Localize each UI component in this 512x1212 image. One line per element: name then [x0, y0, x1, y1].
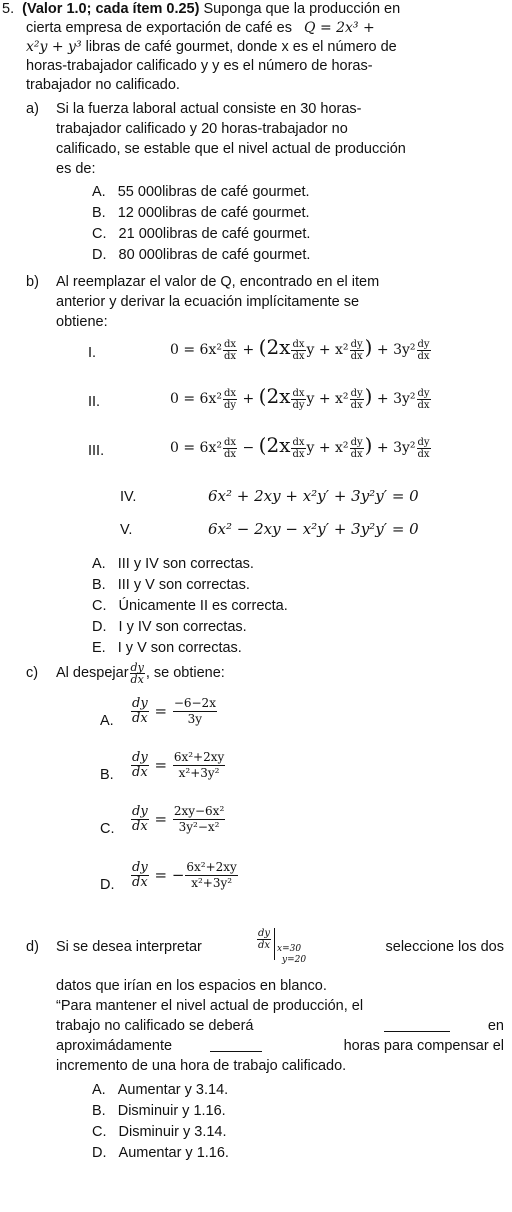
- option-letter: C.: [92, 226, 107, 242]
- part-a-line3: calificado, se estable que el nivel actual de producción: [56, 141, 406, 157]
- option-expr: [130, 750, 226, 780]
- subscript-y: y=20: [282, 955, 307, 965]
- frac-num: dy: [417, 338, 430, 350]
- frac: [350, 388, 364, 411]
- eq-term: + 3y²: [376, 342, 416, 358]
- part-c-option-a-letter[interactable]: A.: [100, 713, 114, 729]
- frac-den: 3y: [187, 712, 203, 726]
- frac-den: 3y²−x²: [178, 820, 220, 834]
- frac-den: x²+3y²: [191, 876, 233, 890]
- frac: [173, 696, 217, 727]
- part-d-stem: [56, 928, 504, 968]
- frac-num: dy: [350, 436, 363, 448]
- option-text: III y V son correctas.: [117, 577, 250, 593]
- option-text: Disminuir y 3.14.: [118, 1124, 227, 1140]
- frac: [350, 437, 364, 460]
- part-b-label: b): [26, 274, 39, 290]
- part-b-line2: anterior y derivar la ecuación implícitamente se: [56, 294, 360, 310]
- equation-iv: 6x² + 2xy + x²y′ + 3y²y′ = 0: [208, 487, 419, 505]
- part-d-line5-text: aproximádamente: [56, 1038, 173, 1054]
- frac-den: dx: [350, 350, 363, 362]
- part-a-line1: Si la fuerza laboral actual consiste en 30 horas-: [56, 101, 362, 117]
- part-c-stem: [56, 660, 225, 686]
- option-expr: [130, 696, 218, 726]
- option-letter: D.: [92, 1145, 107, 1161]
- frac-num: dy: [130, 660, 144, 674]
- option-text: 21 000libras de café gourmet.: [118, 226, 311, 242]
- paren-open: (2x: [258, 384, 291, 408]
- frac-num: dx: [223, 387, 236, 399]
- op: =: [154, 701, 168, 720]
- part-c-option-c[interactable]: [130, 804, 226, 835]
- part-a-option-b[interactable]: [92, 204, 310, 222]
- eq-term: y + x²: [306, 391, 349, 407]
- frac: [417, 437, 431, 460]
- frac: [417, 339, 431, 362]
- frac-den: dx: [417, 350, 430, 362]
- paren-close: ): [364, 433, 373, 457]
- option-text: I y V son correctas.: [117, 640, 242, 656]
- option-letter: A.: [92, 1082, 106, 1098]
- frac: [350, 339, 364, 362]
- part-b-option-e[interactable]: [92, 639, 242, 657]
- frac: [173, 804, 225, 835]
- part-d-option-a[interactable]: [92, 1081, 228, 1099]
- frac-den: dx: [292, 350, 305, 362]
- part-c-option-d[interactable]: [130, 860, 239, 891]
- part-d-line2: datos que irían en los espacios en blanco.: [56, 978, 327, 994]
- frac: [131, 697, 149, 726]
- part-c-text: Al despejar: [56, 665, 129, 681]
- option-letter: D.: [92, 619, 107, 635]
- equation-i: [170, 337, 432, 362]
- paren-open: (2x: [258, 433, 291, 457]
- eq-i-body: [170, 335, 432, 362]
- frac-den: dx: [417, 448, 430, 460]
- frac-den: dx: [130, 672, 144, 686]
- eq-iii-body: [170, 433, 432, 460]
- header-line2: cierta empresa de exportación de café es: [26, 20, 292, 36]
- paren-open: (2x: [258, 335, 291, 359]
- frac-num: 6x²+2xy: [173, 750, 225, 764]
- frac: [131, 861, 149, 890]
- eq-term: + 3y²: [376, 440, 416, 456]
- frac-den: dx: [132, 765, 148, 780]
- frac-den: x²+3y²: [178, 766, 220, 780]
- frac-num: dy: [350, 387, 363, 399]
- frac-den: dx: [258, 940, 271, 951]
- eq-term: + 3y²: [376, 391, 416, 407]
- op: =: [154, 809, 168, 828]
- part-d-line5: [56, 1037, 504, 1055]
- q-equation: Q = 2x³ +: [304, 20, 375, 36]
- frac-den: dx: [132, 875, 148, 890]
- header-line2-row: [26, 19, 375, 37]
- subscript-x: x=30: [277, 944, 302, 954]
- option-letter: C.: [92, 598, 107, 614]
- part-b-line3: obtiene:: [56, 314, 108, 330]
- frac-num: −6−2x: [173, 696, 216, 710]
- part-d-option-b[interactable]: [92, 1102, 226, 1120]
- frac-num: dy: [132, 696, 148, 711]
- frac-num: dy: [132, 860, 148, 875]
- frac-num: dx: [292, 436, 305, 448]
- part-d-text-post: seleccione los dos: [385, 939, 504, 955]
- frac-num: dy: [132, 804, 148, 819]
- frac-den: dx: [132, 819, 148, 834]
- part-a-option-d[interactable]: [92, 246, 310, 264]
- frac-den: dy: [292, 399, 305, 411]
- frac-num: 2xy−6x²: [173, 804, 225, 818]
- option-letter: B.: [92, 205, 106, 221]
- equation-iii: [170, 435, 432, 460]
- frac-num: dx: [223, 436, 236, 448]
- eq-term: 0 = 6x²: [170, 391, 222, 407]
- frac: [291, 437, 305, 460]
- part-d-line3: “Para mantener el nivel actual de producción, el: [56, 998, 364, 1014]
- header-line1: Suponga que la producción en: [203, 1, 401, 17]
- roman-iii: III.: [88, 443, 105, 459]
- part-d-text: Si se desea interpretar: [56, 939, 202, 955]
- option-text: 12 000libras de café gourmet.: [117, 205, 310, 221]
- roman-i: I.: [88, 345, 97, 361]
- part-d-option-c[interactable]: [92, 1123, 227, 1141]
- part-d-line6: incremento de una hora de trabajo calificado.: [56, 1058, 347, 1074]
- eq-term: y + x²: [306, 342, 349, 358]
- neg: −: [171, 865, 185, 884]
- option-text: 80 000libras de café gourmet.: [118, 247, 311, 263]
- eq-term: y + x²: [306, 440, 349, 456]
- q-equation-cont: x²y + y³: [26, 39, 82, 55]
- part-c-text-post: , se obtiene:: [145, 665, 225, 681]
- question-value: (Valor 1.0; cada ítem 0.25): [22, 1, 200, 17]
- frac: [130, 662, 145, 685]
- option-text: Únicamente II es correcta.: [118, 598, 288, 614]
- part-a-option-a[interactable]: [92, 183, 310, 201]
- equation-ii: [170, 386, 432, 411]
- part-c-option-d-letter[interactable]: D.: [100, 877, 115, 893]
- frac-num: 6x²+2xy: [186, 860, 237, 874]
- part-d-line4-end: en: [487, 1018, 504, 1034]
- frac: [185, 860, 237, 891]
- frac: [223, 388, 237, 411]
- part-c-option-a[interactable]: [130, 696, 218, 727]
- option-text: Disminuir y 1.16.: [117, 1103, 226, 1119]
- frac-num: dy: [132, 750, 148, 765]
- frac-den: dx: [350, 448, 363, 460]
- option-expr: [130, 804, 226, 834]
- part-d-label: d): [26, 939, 39, 955]
- paren-close: ): [364, 384, 373, 408]
- question-header: [2, 0, 400, 18]
- frac-num: dx: [292, 387, 305, 399]
- part-a-option-c[interactable]: [92, 225, 310, 243]
- frac-den: dx: [417, 399, 430, 411]
- frac: [131, 805, 149, 834]
- frac: [223, 339, 237, 362]
- option-letter: B.: [92, 577, 106, 593]
- frac-num: dy: [350, 338, 363, 350]
- frac-den: dx: [223, 350, 236, 362]
- frac-num: dy: [417, 387, 430, 399]
- part-a-label: a): [26, 101, 39, 117]
- option-letter: D.: [92, 247, 107, 263]
- option-text: Aumentar y 1.16.: [118, 1145, 229, 1161]
- blank-1[interactable]: [384, 1019, 450, 1032]
- op: +: [242, 391, 255, 407]
- frac-num: dx: [223, 338, 236, 350]
- op: −: [242, 440, 255, 456]
- evaluation-bar: [274, 928, 275, 960]
- part-a-line4: es de:: [56, 161, 96, 177]
- option-letter: B.: [92, 1103, 106, 1119]
- frac: [257, 928, 271, 951]
- op: +: [242, 342, 255, 358]
- frac: [291, 339, 305, 362]
- roman-v: V.: [120, 522, 133, 538]
- header-line3: libras de café gourmet, donde x es el número de: [85, 39, 397, 55]
- op: =: [154, 755, 168, 774]
- part-b-option-c[interactable]: [92, 597, 288, 615]
- part-b-option-d[interactable]: [92, 618, 247, 636]
- part-c-option-b-letter[interactable]: B.: [100, 767, 114, 783]
- option-letter: A.: [92, 184, 106, 200]
- part-b-line1: Al reemplazar el valor de Q, encontrado en el item: [56, 274, 380, 290]
- part-c-option-c-letter[interactable]: C.: [100, 821, 115, 837]
- option-letter: A.: [92, 556, 106, 572]
- roman-iv: IV.: [120, 489, 137, 505]
- option-text: Aumentar y 3.14.: [117, 1082, 229, 1098]
- frac-num: dy: [258, 928, 271, 939]
- part-a-line2: trabajador calificado y 20 horas-trabajador no: [56, 121, 348, 137]
- blank-2[interactable]: [210, 1039, 262, 1052]
- eq-term: 0 = 6x²: [170, 342, 222, 358]
- option-text: III y IV son correctas.: [117, 556, 254, 572]
- option-text: I y IV son correctas.: [118, 619, 247, 635]
- equation-v: 6x² − 2xy − x²y′ + 3y²y′ = 0: [208, 520, 419, 538]
- header-line5: trabajador no calificado.: [26, 77, 180, 93]
- frac-num: dx: [292, 338, 305, 350]
- frac-den: dx: [223, 448, 236, 460]
- frac-den: dx: [132, 711, 148, 726]
- option-letter: E.: [92, 640, 106, 656]
- part-c-label: c): [26, 665, 39, 681]
- option-expr: [130, 860, 239, 890]
- header-line4: horas-trabajador calificado y y es el número de horas-: [26, 58, 373, 74]
- frac: [173, 750, 225, 781]
- eq-term: 0 = 6x²: [170, 440, 222, 456]
- frac-num: dy: [417, 436, 430, 448]
- frac: [223, 437, 237, 460]
- part-b-option-b[interactable]: [92, 576, 250, 594]
- paren-close: ): [364, 335, 373, 359]
- option-text: 55 000libras de café gourmet.: [117, 184, 310, 200]
- question-number: 5.: [2, 1, 15, 17]
- roman-ii: II.: [88, 394, 101, 410]
- frac: [291, 388, 305, 411]
- part-b-option-a[interactable]: [92, 555, 254, 573]
- part-c-option-b[interactable]: [130, 750, 226, 781]
- part-d-line4-text: trabajo no calificado se deberá: [56, 1018, 254, 1034]
- part-d-option-d[interactable]: [92, 1144, 229, 1162]
- frac-den: dx: [292, 448, 305, 460]
- part-d-line5-end: horas para compensar el: [343, 1038, 504, 1054]
- part-d-line4: [56, 1017, 504, 1035]
- op: =: [154, 865, 168, 884]
- eq-ii-body: [170, 384, 432, 411]
- frac: [131, 751, 149, 780]
- frac: [417, 388, 431, 411]
- option-letter: C.: [92, 1124, 107, 1140]
- frac-den: dy: [223, 399, 236, 411]
- header-line3-row: [26, 38, 397, 56]
- frac-den: dx: [350, 399, 363, 411]
